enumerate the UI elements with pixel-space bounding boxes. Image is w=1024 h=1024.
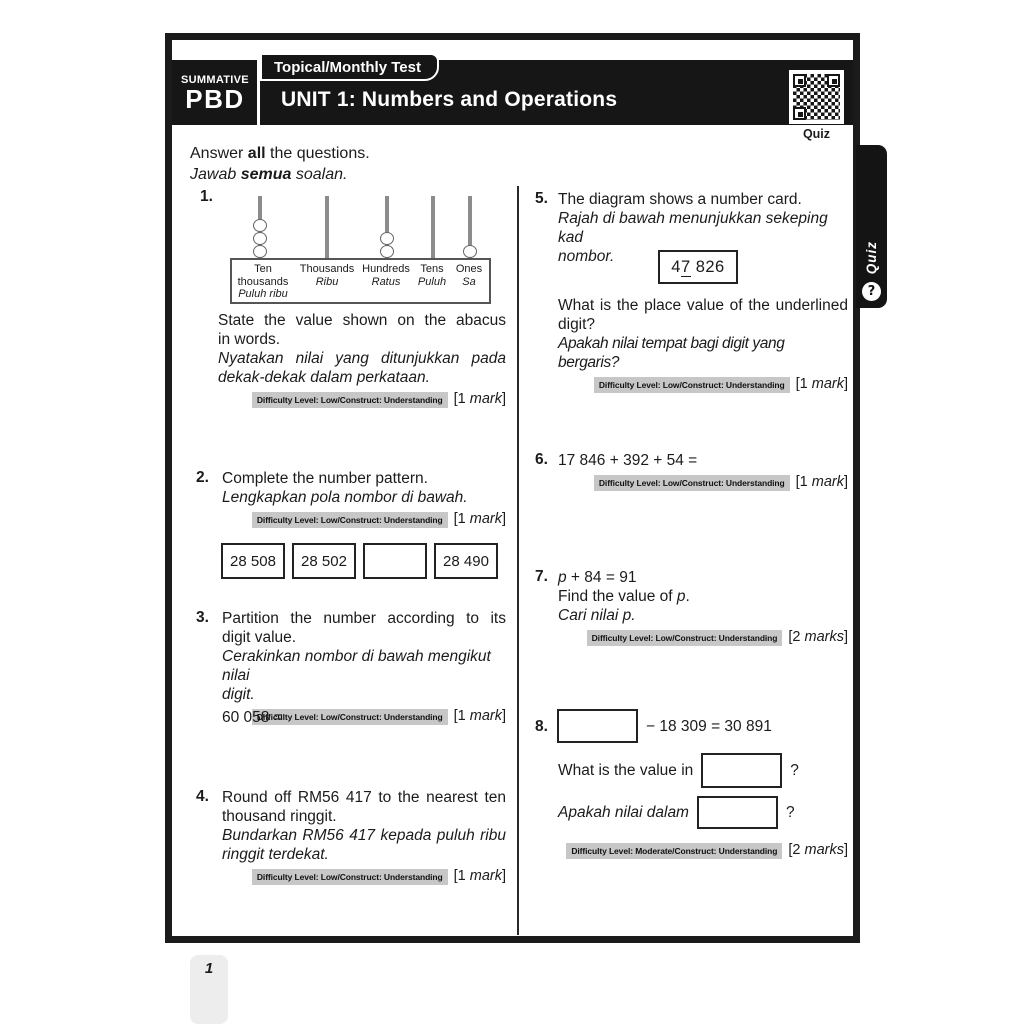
q8-marks: [2 marks] (788, 842, 848, 858)
abacus-bead (380, 245, 394, 258)
q5-question-en-line1: What is the place value of the underlined (558, 297, 848, 314)
qr-caption: Quiz (802, 127, 831, 141)
q6-badge-row (558, 473, 848, 492)
q2-badge-row (222, 510, 506, 529)
q8-question-ms-mark: ? (785, 804, 795, 821)
q5-badge-row (558, 375, 848, 394)
q4-number: 4. (196, 788, 209, 805)
q1-ms-line1: Nyatakan nilai yang ditunjukkan pada (218, 350, 506, 367)
difficulty-badge: Difficulty Level: Low/Construct: Understanding (252, 512, 448, 528)
q5-en: The diagram shows a number card. (558, 191, 802, 208)
q6-number: 6. (535, 451, 548, 468)
q8-question-en-mark: ? (790, 762, 799, 779)
abacus-beads-tens (426, 196, 440, 258)
q8-number: 8. (535, 718, 548, 735)
q3-ms-line1: Cerakinkan nombor di bawah mengikut nilai (222, 648, 491, 684)
q2-ms: Lengkapkan pola nombor di bawah. (222, 489, 468, 506)
instructions (190, 143, 370, 185)
q3-expression: 60 058 = (222, 709, 283, 726)
q7-equation: p + 84 = 91 (558, 569, 637, 586)
q5-question-en-line2: digit? (558, 316, 596, 333)
q7-badge-row (558, 628, 848, 647)
q3-marks: [1 mark] (453, 708, 506, 724)
page-number: 1 (204, 960, 214, 977)
q4-ms-line1: Bundarkan RM56 417 kepada puluh ribu (222, 827, 506, 844)
q4-ms-line2: ringgit terdekat. (222, 846, 329, 863)
q5-number: 5. (535, 190, 548, 207)
q5-ms-line2: nombor. (558, 248, 615, 265)
unit-title: UNIT 1: Numbers and Operations (281, 88, 618, 111)
q4-text (222, 788, 506, 886)
q7-marks: [2 marks] (788, 629, 848, 645)
q6-block (558, 451, 848, 492)
pattern-box-3-empty[interactable] (363, 543, 427, 579)
pbd-logo (172, 60, 258, 125)
q5-ms-line1: Rajah di bawah menunjukkan sekeping kad (558, 210, 828, 246)
column-divider (517, 186, 519, 935)
qr-finder-icon (793, 107, 806, 120)
difficulty-badge: Difficulty Level: Low/Construct: Understanding (252, 392, 448, 408)
abacus-bead (253, 245, 267, 258)
q2-number: 2. (196, 469, 209, 486)
q6-marks: [1 mark] (795, 474, 848, 490)
q6-expression: 17 846 + 392 + 54 = (558, 452, 698, 469)
q7-block (558, 568, 848, 647)
difficulty-badge: Difficulty Level: Low/Construct: Understanding (252, 869, 448, 885)
q8-badge-row (558, 841, 848, 860)
q8-question-ms-row (558, 796, 795, 829)
q7-ms: Cari nilai p. (558, 607, 636, 624)
question-mark-icon: ? (862, 282, 881, 301)
q3-en-line2: digit value. (222, 629, 297, 646)
abacus-beads-ones (463, 196, 477, 258)
abacus-bead (253, 219, 267, 232)
number-card: 47 826 (658, 250, 738, 284)
q4-en-line1: Round off RM56 417 to the nearest ten (222, 789, 506, 806)
q4-en-line2: thousand ringgit. (222, 808, 337, 825)
underlined-digit: 7 (680, 257, 691, 276)
q5-question-ms: Apakah nilai tempat bagi digit yang bergaris? (558, 335, 785, 371)
q8-value-box-ms[interactable] (697, 796, 778, 829)
qr-pattern (793, 74, 840, 120)
abacus-label-hundreds: Hundreds Ratus (362, 263, 410, 288)
abacus-bead (380, 232, 394, 245)
q1-ms-line2: dekak-dekak dalam perkataan. (218, 369, 430, 386)
qr-finder-icon (827, 74, 840, 87)
header-test-type-tab: Topical/Monthly Test (260, 53, 439, 81)
qr-code[interactable] (789, 70, 844, 124)
q1-en-line2: in words. (218, 331, 281, 348)
quiz-tab-label: Quiz (864, 240, 879, 274)
pattern-box-1: 28 508 (221, 543, 285, 579)
q3-ms-line2: digit. (222, 686, 255, 703)
abacus-label-ten-thousands: Ten thousands Puluh ribu (237, 263, 289, 300)
instructions-en: Answer all the questions. (190, 145, 370, 162)
difficulty-badge: Difficulty Level: Moderate/Construct: Understanding (566, 843, 782, 859)
abacus-beads-thousands (320, 196, 334, 258)
q8-badge-block (558, 838, 848, 860)
abacus-label-tens: Tens Puluh (417, 263, 447, 288)
qr-finder-icon (793, 74, 806, 87)
logo-pbd: PBD (185, 83, 245, 114)
q4-badge-row (222, 867, 506, 886)
difficulty-badge: Difficulty Level: Low/Construct: Understanding (594, 377, 790, 393)
quiz-side-tab[interactable] (856, 145, 887, 308)
q8-equation-rest: − 18 309 = 30 891 (646, 717, 772, 735)
q3-en-line1: Partition the number according to its (222, 610, 506, 627)
abacus-label-thousands: Thousands Ribu (299, 263, 355, 288)
q8-value-box-en[interactable] (701, 753, 782, 788)
q1-text (218, 311, 506, 409)
q3-number: 3. (196, 609, 209, 626)
q2-marks: [1 mark] (453, 511, 506, 527)
q7-find-en: Find the value of p. (558, 588, 690, 605)
page-number-tab (190, 955, 228, 1024)
abacus-label-ones: Ones Sa (455, 263, 483, 288)
difficulty-badge: Difficulty Level: Low/Construct: Understanding (252, 709, 448, 725)
q1-marks: [1 mark] (453, 391, 506, 407)
q2-pattern-boxes (221, 543, 498, 579)
q5-marks: [1 mark] (795, 376, 848, 392)
q4-marks: [1 mark] (453, 868, 506, 884)
pattern-box-2: 28 502 (292, 543, 356, 579)
abacus-beads-hundreds (380, 196, 394, 258)
q2-text (222, 469, 506, 529)
q2-en: Complete the number pattern. (222, 470, 428, 487)
q1-en-line1: State the value shown on the abacus (218, 312, 506, 329)
q8-equation-row (557, 709, 772, 743)
difficulty-badge: Difficulty Level: Low/Construct: Understanding (594, 475, 790, 491)
q1-badge-row (218, 390, 506, 409)
difficulty-badge: Difficulty Level: Low/Construct: Understanding (587, 630, 783, 646)
q8-question-en-row (558, 753, 799, 788)
q8-question-ms: Apakah nilai dalam (558, 804, 689, 821)
abacus-bead (253, 232, 267, 245)
q1-number: 1. (200, 188, 213, 205)
q8-question-en: What is the value in (558, 762, 694, 779)
q7-number: 7. (535, 568, 548, 585)
instructions-ms: Jawab semua soalan. (190, 166, 348, 183)
q5-text-bottom (558, 296, 848, 394)
abacus-bead (463, 245, 477, 258)
q8-answer-box[interactable] (557, 709, 638, 743)
abacus-beads-ten-thousands (253, 196, 267, 258)
pattern-box-4: 28 490 (434, 543, 498, 579)
logo-summative: SUMMATIVE (181, 73, 249, 86)
